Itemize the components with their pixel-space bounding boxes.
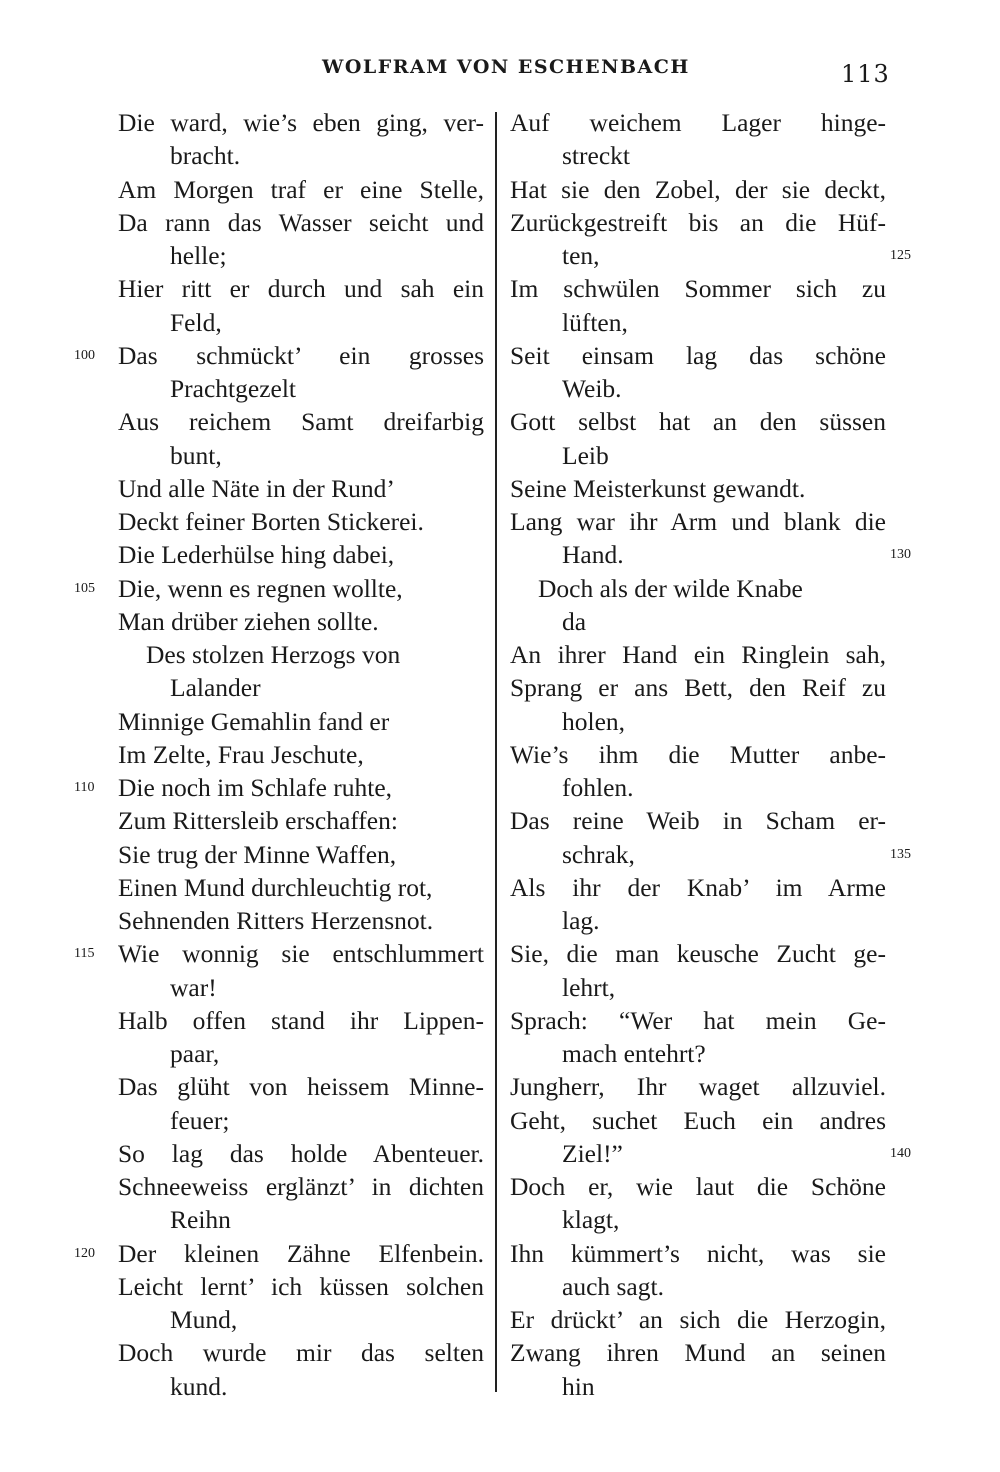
- verse-text: Hand.: [562, 540, 624, 570]
- verse-line: [118, 904, 484, 937]
- verse-text: Einen Mund durchleuchtig rot,: [118, 872, 433, 902]
- verse-line: [74, 1237, 484, 1270]
- verse-line: [118, 838, 484, 871]
- verse-text: helle;: [170, 241, 227, 270]
- verse-text: ten,: [562, 241, 600, 270]
- verse-line: [510, 1270, 886, 1303]
- verse-text: Hat sie den Zobel, der sie deckt,: [510, 174, 886, 204]
- verse-text: Sprang er ans Bett, den Reif zu: [510, 673, 886, 703]
- verse-text: lag.: [562, 906, 600, 935]
- verse-line: [118, 671, 484, 704]
- verse-text: Auf weichem Lager hinge-: [510, 108, 886, 137]
- verse-text: Aus reichem Samt dreifarbig: [118, 407, 484, 437]
- verse-line: [510, 1370, 886, 1403]
- verse-line: [510, 804, 886, 837]
- verse-line: [118, 239, 484, 272]
- verse-line: [118, 106, 484, 139]
- verse-line: [510, 372, 886, 405]
- verse-line: [510, 1070, 886, 1103]
- verse-text: feuer;: [170, 1105, 230, 1135]
- verse-text: auch sagt.: [562, 1271, 664, 1301]
- verse-line: [118, 1336, 484, 1369]
- verse-line: [118, 405, 484, 438]
- verse-text: Er drückt’ an sich die Herzogin,: [510, 1305, 886, 1334]
- verse-line: [510, 605, 886, 638]
- verse-line: [118, 1004, 484, 1037]
- verse-text: lüften,: [562, 307, 628, 337]
- verse-text: So lag das holde Abenteuer.: [118, 1138, 484, 1168]
- verse-line: [510, 838, 911, 871]
- verse-line: [118, 1170, 484, 1203]
- verse-text: Sie trug der Minne Waffen,: [118, 839, 397, 869]
- verse-line: [510, 904, 886, 937]
- verse-line: [118, 1070, 484, 1103]
- verse-text: Seine Meisterkunst gewandt.: [510, 473, 806, 503]
- verse-text: Lalander: [170, 673, 261, 703]
- line-number: 135: [890, 846, 911, 862]
- verse-line: [74, 572, 484, 605]
- verse-line: [510, 1336, 886, 1369]
- verse-text: Prachtgezelt: [170, 374, 297, 403]
- verse-line: [118, 206, 484, 239]
- verse-line: [118, 538, 484, 571]
- verse-text: Schneeweiss erglänzt’ in dichten: [118, 1172, 484, 1201]
- verse-line: [510, 638, 886, 671]
- verse-text: holen,: [562, 706, 626, 736]
- verse-line: [118, 1037, 484, 1070]
- verse-text: bracht.: [170, 141, 241, 171]
- verse-line: [118, 738, 484, 771]
- verse-text: war!: [170, 972, 217, 1002]
- verse-text: Die noch im Schlafe ruhte,: [118, 773, 393, 802]
- verse-text: Im Zelte, Frau Jeschute,: [118, 739, 364, 769]
- verse-text: klagt,: [562, 1205, 620, 1235]
- verse-text: Da rann das Wasser seicht und: [118, 207, 484, 237]
- verse-line: [118, 173, 484, 206]
- verse-line: [510, 771, 886, 804]
- verse-line: [510, 1170, 886, 1203]
- running-title: WOLFRAM VON ESCHENBACH: [322, 56, 690, 78]
- verse-text: Jungherr, Ihr waget allzuviel.: [510, 1072, 886, 1102]
- verse-text: Doch wurde mir das selten: [118, 1338, 484, 1368]
- verse-text: Doch er, wie laut die Schöne: [510, 1172, 886, 1201]
- verse-line: [118, 1370, 484, 1403]
- verse-text: Ziel!”: [562, 1138, 623, 1168]
- verse-text: Man drüber ziehen sollte.: [118, 606, 379, 636]
- right-column: [510, 106, 911, 1403]
- verse-text: bunt,: [170, 440, 222, 470]
- verse-text: schrak,: [562, 839, 635, 869]
- verse-line: [510, 705, 886, 738]
- verse-line: [510, 272, 886, 305]
- verse-text: Zwang ihren Mund an seinen: [510, 1338, 886, 1368]
- line-number: 105: [74, 580, 95, 596]
- line-number: 110: [74, 780, 95, 795]
- verse-line: [510, 173, 886, 206]
- verse-text: Leib: [562, 440, 609, 470]
- verse-text: Das schmückt’ ein grosses: [118, 340, 484, 370]
- verse-line: [510, 572, 886, 605]
- left-column: [74, 106, 484, 1403]
- verse-line: [510, 538, 911, 571]
- verse-text: Des stolzen Herzogs von: [146, 640, 401, 669]
- verse-text: da: [562, 606, 587, 636]
- verse-line: [510, 937, 886, 970]
- line-number: 100: [74, 347, 95, 363]
- verse-line: [510, 106, 886, 139]
- verse-text: Ihn kümmert’s nicht, was sie: [510, 1238, 886, 1268]
- verse-line: [510, 239, 911, 272]
- verse-line: [118, 1203, 484, 1236]
- verse-text: hin: [562, 1371, 595, 1401]
- verse-text: Minnige Gemahlin fand er: [118, 706, 390, 736]
- verse-line: [510, 505, 886, 538]
- verse-text: Zurückgestreift bis an die Hüf-: [510, 207, 886, 237]
- verse-text: Halb offen stand ihr Lippen-: [118, 1005, 484, 1035]
- verse-line: [510, 139, 886, 172]
- verse-text: fohlen.: [562, 773, 634, 802]
- verse-text: Zum Rittersleib erschaffen:: [118, 806, 398, 836]
- verse-line: [118, 1137, 484, 1170]
- verse-line: [118, 505, 484, 538]
- verse-text: Das glüht von heissem Minne-: [118, 1072, 484, 1102]
- verse-text: Im schwülen Sommer sich zu: [510, 274, 886, 304]
- verse-line: [510, 306, 886, 339]
- verse-text: paar,: [170, 1039, 220, 1068]
- verse-text: An ihrer Hand ein Ringlein sah,: [510, 640, 886, 669]
- verse-text: Der kleinen Zähne Elfenbein.: [118, 1238, 484, 1268]
- verse-line: [118, 272, 484, 305]
- verse-line: [118, 971, 484, 1004]
- verse-line: [510, 1037, 886, 1070]
- verse-text: kund.: [170, 1371, 228, 1401]
- verse-text: streckt: [562, 141, 630, 171]
- verse-text: lehrt,: [562, 972, 616, 1002]
- verse-text: Sprach: “Wer hat mein Ge-: [510, 1005, 886, 1035]
- verse-line: [118, 372, 484, 405]
- verse-line: [510, 339, 886, 372]
- verse-text: Sie, die man keusche Zucht ge-: [510, 939, 886, 969]
- line-number: 140: [890, 1145, 911, 1161]
- verse-line: [118, 139, 484, 172]
- verse-text: Weib.: [562, 374, 622, 403]
- line-number: 125: [890, 248, 911, 263]
- verse-line: [510, 439, 886, 472]
- verse-text: Deckt feiner Borten Stickerei.: [118, 507, 424, 536]
- verse-text: Seit einsam lag das schöne: [510, 340, 886, 370]
- verse-text: Feld,: [170, 307, 222, 337]
- column-divider: [495, 112, 497, 1392]
- verse-text: Am Morgen traf er eine Stelle,: [118, 174, 484, 204]
- line-number: 115: [74, 946, 95, 962]
- verse-line: [510, 472, 886, 505]
- verse-line: [510, 1237, 886, 1270]
- verse-text: Hier ritt er durch und sah ein: [118, 274, 484, 304]
- verse-line: [510, 1104, 886, 1137]
- line-number: 130: [890, 547, 911, 563]
- verse-line: [118, 705, 484, 738]
- verse-text: Das reine Weib in Scham er-: [510, 806, 886, 836]
- page-number: 113: [841, 60, 890, 88]
- verse-text: Doch als der wilde Knabe: [538, 573, 803, 603]
- verse-line: [74, 771, 484, 804]
- verse-text: Wie’s ihm die Mutter anbe-: [510, 739, 886, 769]
- verse-line: [510, 971, 886, 1004]
- verse-text: Gott selbst hat an den süssen: [510, 407, 886, 437]
- verse-text: Leicht lernt’ ich küssen solchen: [118, 1271, 484, 1301]
- verse-line: [118, 1270, 484, 1303]
- verse-line: [118, 605, 484, 638]
- verse-text: Lang war ihr Arm und blank die: [510, 507, 886, 536]
- verse-text: Geht, suchet Euch ein andres: [510, 1105, 886, 1135]
- verse-text: Die Lederhülse hing dabei,: [118, 540, 395, 570]
- verse-line: [118, 306, 484, 339]
- verse-line: [510, 1303, 886, 1336]
- verse-text: Sehnenden Ritters Herzensnot.: [118, 906, 434, 935]
- verse-line: [118, 638, 484, 671]
- verse-line: [74, 937, 484, 970]
- verse-line: [118, 804, 484, 837]
- verse-text: mach entehrt?: [562, 1039, 706, 1068]
- verse-text: Wie wonnig sie entschlummert: [118, 939, 484, 969]
- line-number: 120: [74, 1245, 95, 1261]
- verse-text: Mund,: [170, 1305, 238, 1334]
- verse-text: Die, wenn es regnen wollte,: [118, 573, 403, 603]
- verse-line: [510, 1203, 886, 1236]
- verse-line: [510, 405, 886, 438]
- verse-line: [510, 871, 886, 904]
- verse-line: [510, 1004, 886, 1037]
- verse-text: Reihn: [170, 1205, 231, 1235]
- verse-text: Als ihr der Knab’ im Arme: [510, 872, 886, 902]
- verse-line: [118, 1104, 484, 1137]
- verse-text: Und alle Näte in der Rund’: [118, 473, 395, 503]
- verse-line: [510, 1137, 911, 1170]
- verse-text: Die ward, wie’s eben ging, ver-: [118, 108, 484, 137]
- verse-line: [510, 738, 886, 771]
- verse-line: [118, 472, 484, 505]
- verse-line: [510, 206, 886, 239]
- verse-line: [118, 871, 484, 904]
- verse-line: [118, 1303, 484, 1336]
- verse-line: [118, 439, 484, 472]
- verse-line: [74, 339, 484, 372]
- verse-line: [510, 671, 886, 704]
